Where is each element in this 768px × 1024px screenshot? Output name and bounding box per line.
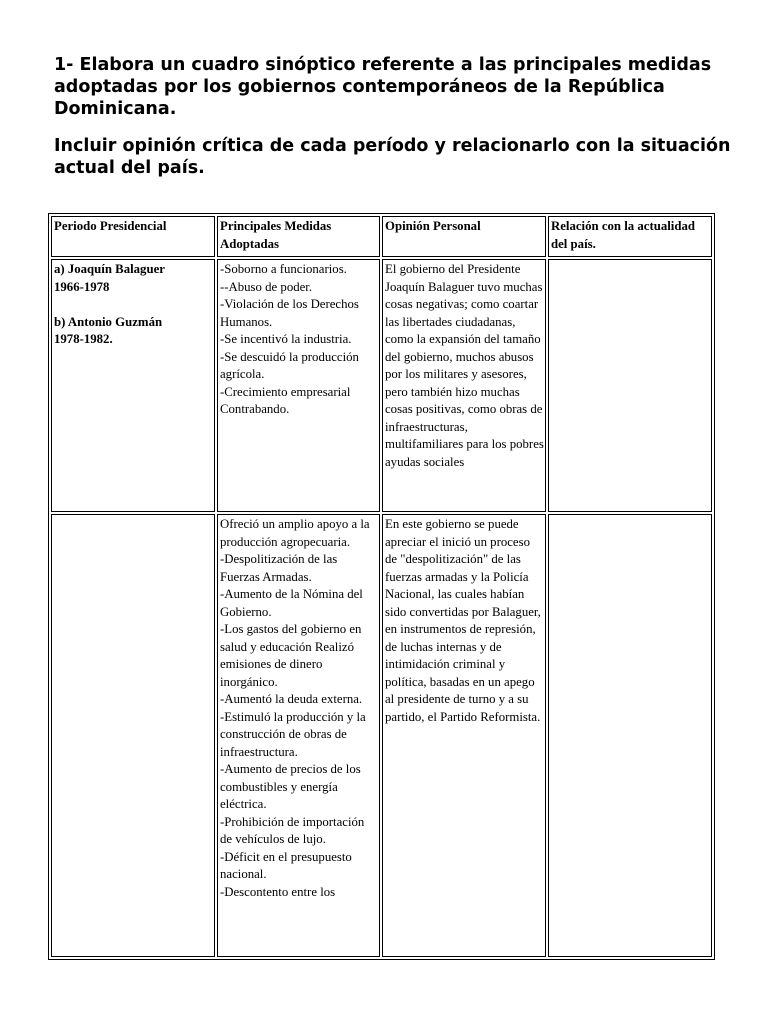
measure-item: -Violación de los Derechos Humanos.	[220, 297, 359, 329]
relation-cell	[548, 259, 712, 512]
header-period: Periodo Presidencial	[51, 216, 215, 257]
relation-cell	[548, 514, 712, 957]
measure-item: -Déficit en el presupuesto nacional.	[220, 849, 352, 881]
table-header-row	[51, 216, 712, 257]
measure-item: --Abuso de poder.	[220, 279, 313, 294]
header-opinion: Opinión Personal	[382, 216, 546, 257]
measure-item: -Se incentivó la industria.	[220, 332, 352, 346]
table-row	[51, 259, 712, 512]
measure-item: -Despolitización de las Fuerzas Armadas.	[220, 552, 338, 584]
assignment-title: 1- Elabora un cuadro sinóptico referente a las principales medidas adoptadas por los gobiernos contemporáneos de la República Dominicana.	[54, 55, 712, 119]
period-a-years: 1966-1978	[54, 279, 110, 294]
synoptic-table	[48, 213, 715, 960]
period-a-name: a) Joaquín Balaguer	[54, 262, 165, 276]
measure-item: -Aumento de precios de los combustibles y energía eléctrica.	[220, 762, 361, 811]
measure-item: -Soborno a funcionarios.	[220, 262, 347, 276]
header-relation: Relación con la actualidad del país.	[548, 216, 712, 257]
table-row	[51, 514, 712, 957]
period-cell	[51, 514, 215, 957]
opinion-cell: En este gobierno se puede apreciar el inició un proceso de "despolitización" de las fuerzas armadas y la Policía Nacional, las cuales habían sido convertidas por Balaguer, en instrumentos de represión, de luchas internas y de intimidación criminal y política, basadas en un apego al presidente de turno y a su partido, el Partido Reformista.	[382, 514, 546, 957]
measure-item: -Aumentó la deuda externa.	[220, 692, 363, 706]
assignment-subtitle: Incluir opinión crítica de cada período y relacionarlo con la situación actual del país.	[54, 136, 731, 178]
period-b-name: b) Antonio Guzmán	[54, 314, 163, 329]
measure-item: -Prohibición de importación de vehículos de lujo.	[220, 814, 365, 846]
opinion-cell: El gobierno del Presidente Joaquín Balaguer tuvo muchas cosas negativas; como coartar las libertades ciudadanas, como la expansión del tamaño del gobierno, muchos abusos por los militares y asesores, pero también hizo muchas cosas positivas, como obras de infraestructuras, multifamiliares para los pobres ayudas sociales	[382, 259, 546, 512]
measures-cell	[217, 259, 380, 512]
measure-item: Ofreció un amplio apoyo a la producción agropecuaria.	[220, 517, 370, 549]
measure-item: -Aumento de la Nómina del Gobierno.	[220, 587, 363, 619]
measure-item: -Los gastos del gobierno en salud y educación Realizó emisiones de dinero inorgánico.	[220, 622, 362, 689]
measure-item: -Se descuidó la producción agrícola.	[220, 349, 359, 381]
measure-item: -Estimuló la producción y la construcción de obras de infraestructura.	[220, 709, 366, 759]
measure-item: -Descontento entre los	[220, 884, 336, 899]
measure-item: -Crecimiento empresarial Contrabando.	[220, 384, 351, 416]
header-measures: Principales Medidas Adoptadas	[217, 216, 380, 257]
measures-cell	[217, 514, 380, 957]
period-cell	[51, 259, 215, 512]
period-b-years: 1978-1982.	[54, 332, 113, 346]
